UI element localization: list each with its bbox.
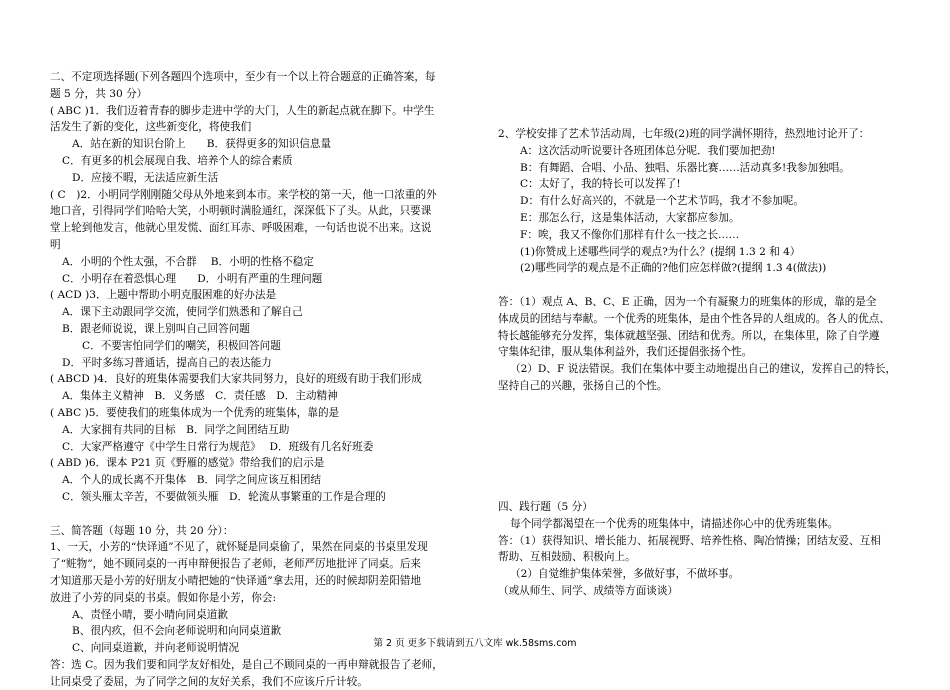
sa2-answer-cont: 守集体纪律，服从集体利益外，我们还提倡张扬个性。 (498, 346, 753, 359)
left-column (50, 69, 470, 690)
question-2: ( C )2．小明同学刚刚随父母从外地来到本市。来学校的第一天，他一口浓重的外 (50, 188, 437, 201)
short-answer-1-cont: 放进了小芳的同桌的书桌。假如你是小芳，你会: (50, 591, 277, 604)
practice-section (498, 499, 916, 600)
page-footer: 第 2 页 更多下载请到五八文库 wk.58sms.com (373, 638, 577, 649)
question-1: ( ABC )1．我们迈着青春的脚步走进中学的大门，人生的新起点就在脚下。中学生 (50, 104, 435, 117)
practice-answer-part-2: （2）自觉维护集体荣誉，多做好事，不做坏事。 (510, 568, 740, 581)
section-two-heading: 二、不定项选择题(下列各题四个选项中，至少有一个以上符合题意的正确答案，每 (50, 71, 436, 83)
student-f: F：唉，我又不像你们那样有什么一技之长…… (520, 228, 740, 241)
sa1-answer-cont: 让同桌受了委屈，为了同学之间的友好关系，我们不应该斤斤计较。 (50, 675, 368, 688)
section-three-heading: 三、简答题（每题 10 分，共 20 分）： (50, 524, 234, 537)
q1-option-d: D．应接不暇，无法适应新生活 (72, 171, 219, 184)
right-column (498, 126, 916, 395)
q6-options-cd: C．领头雁太辛苦，不要做领头雁 D．轮流从事繁重的工作是合理的 (62, 490, 386, 503)
section-four-heading: 四、践行题（5 分） (498, 501, 593, 513)
q1-options-ab: A．站在新的知识台阶上 B．获得更多的知识信息量 (72, 138, 332, 151)
practice-answer-note: （或从师生、同学、成绩等方面谈谈） (498, 584, 679, 597)
sa2-sub-question-2: (2)哪些同学的观点是不正确的?他们应怎样做?(提纲 1.3 4(做法)) (520, 262, 827, 275)
question-2-cont: 明 (50, 238, 61, 251)
q2-options-ab: A．小明的个性太强，不合群 B．小明的性格不稳定 (62, 255, 314, 268)
student-d: D：有什么好高兴的，不就是一个艺术节吗，我才不参加呢。 (520, 195, 804, 208)
question-5: ( ABC )5．要使我们的班集体成为一个优秀的班集体，靠的是 (50, 406, 340, 419)
short-answer-1-cont: 才知道那天是小芳的好朋友小晴把她的“快译通”拿去用，还的时候却阴差阳错地 (50, 574, 422, 587)
q1-option-c: C．有更多的机会展现自我、培养个人的综合素质 (62, 154, 293, 167)
practice-answer-cont: 帮助、互相鼓励、积极向上。 (498, 551, 636, 564)
question-6: ( ABD )6．课本 P21 页《野雁的感觉》带给我们的启示是 (50, 457, 325, 470)
q3-option-a: A．课下主动跟同学交流，使同学们熟悉和了解自己 (62, 306, 303, 319)
student-a: A：这次活动听说要计各班团体总分呢．我们要加把劲! (520, 144, 776, 157)
practice-question: 每个同学都渴望在一个优秀的班集体中，请描述你心中的优秀班集体。 (510, 517, 839, 530)
sa1-option-b: B、很内疚，但不会向老师说明和向同桌道歉 (72, 625, 282, 638)
student-c: C：太好了，我的特长可以发挥了! (520, 178, 681, 191)
sa2-answer-cont: 体成员的团结与奉献。一个优秀的班集体，是由个性各异的人组成的。各人的优点、 (498, 312, 890, 325)
sa2-sub-question-1: (1)你赞成上述哪些同学的观点?为什么？(提纲 1.3 2 和 4） (520, 245, 801, 258)
spacer (498, 277, 916, 294)
question-2-cont: 堂上轮到他发言，他就心里发慌、面红耳赤、呼吸困难，一句话也说不出来。这说 (50, 222, 432, 235)
section-two-heading-cont: 题 5 分，共 30 分） (50, 87, 148, 100)
sa2-answer-part-2: （2）D、F 说法错误。我们在集体中要主动地提出自己的建议，发挥自己的特长， (510, 363, 897, 376)
q5-options-ab: A．大家拥有共同的目标 B．同学之间团结互助 (62, 423, 290, 436)
spacer (50, 506, 470, 523)
q4-options: A．集体主义精神 B．义务感 C．责任感 D．主动精神 (62, 390, 338, 403)
question-2-cont: 地口音，引得同学们哈哈大笑，小明顿时满脸通红，深深低下了头。从此，只要课 (50, 205, 432, 218)
short-answer-1-cont: 了“赃物”，她不顾同桌的一再申辩便报告了老师，老师严厉地批评了同桌。后来 (50, 558, 422, 571)
short-answer-2: 2、学校安排了艺术节活动周，七年级(2)班的同学满怀期待，热烈地讨论开了： (498, 128, 870, 140)
q3-option-d: D．平时多练习普通话，提高自己的表达能力 (62, 356, 272, 369)
practice-answer: 答：（1）获得知识、增长能力、拓展视野、培养性格、陶冶情操；团结友爱、互相 (498, 534, 881, 547)
sa2-answer-part-2-cont: 坚持自己的兴趣，张扬自己的个性。 (498, 379, 668, 392)
sa1-option-c: C、向同桌道歉，并向老师说明情况 (72, 642, 240, 655)
student-b: B：有舞蹈、合唱、小品、独唱、乐器比赛……活动真多!我参加独唱。 (520, 161, 850, 174)
q6-options-ab: A．个人的成长离不开集体 B．同学之间应该互相团结 (62, 474, 322, 487)
sa1-answer: 答：选 C。因为我们要和同学友好相处，是自己不顾同桌的一再申辩就报告了老师， (50, 658, 443, 671)
q5-options-cd: C．大家严格遵守《中学生日常行为规范》 D．班级有几名好班委 (62, 440, 374, 453)
question-1-cont: 活发生了新的变化，这些新变化，将使我们 (50, 121, 252, 134)
q3-option-c: C．不要害怕同学们的嘲笑，积极回答问题 (82, 339, 281, 352)
q2-options-cd: C．小明存在着恐惧心理 D．小明有严重的生理问题 (62, 272, 323, 285)
question-3: ( ACD )3．上题中帮助小明克服困难的好办法是 (50, 289, 277, 302)
sa1-option-a: A、责怪小晴，要小晴向同桌道歉 (72, 608, 228, 621)
sa2-answer-cont: 特长越能够充分发挥，集体就越坚强、团结和优秀。所以，在集体里，除了自学遵 (498, 329, 880, 342)
question-4: ( ABCD )4．良好的班集体需要我们大家共同努力，良好的班级有助于我们形成 (50, 373, 422, 386)
short-answer-1: 1、一天，小芳的“快译通”不见了，就怀疑是同桌偷了，果然在同桌的书桌里发现 (50, 541, 428, 554)
student-e: E：那怎么行，这是集体活动，大家都应参加。 (520, 211, 740, 224)
q3-option-b: B．跟老师说说，课上别叫自己回答问题 (62, 322, 250, 335)
sa2-answer: 答：（1）观点 A、B、C、E 正确，因为一个有凝聚力的班集体的形成，靠的是全 (498, 295, 877, 308)
